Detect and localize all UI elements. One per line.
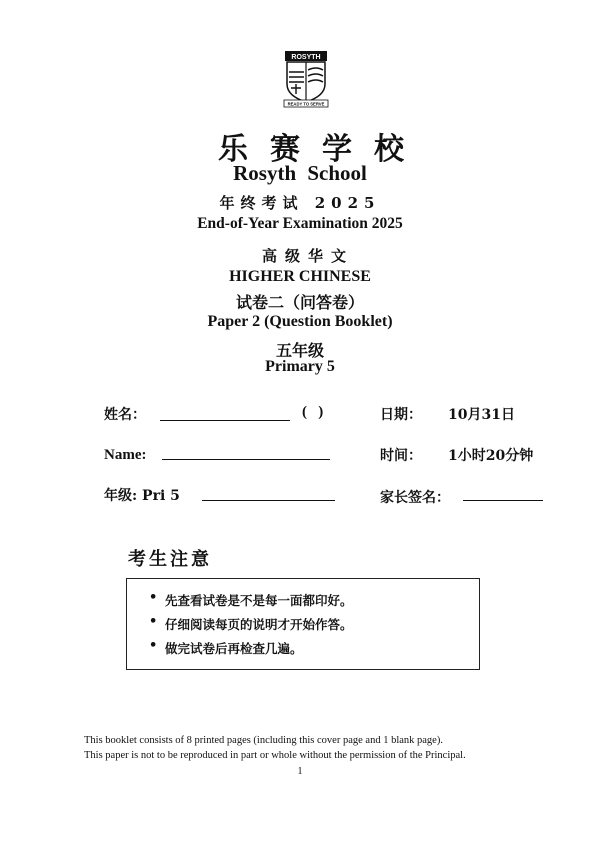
name-chinese-label: 姓名： — [104, 407, 146, 423]
class-number-brackets[interactable]: ( ) — [302, 404, 324, 420]
notice-item-3: • 做完试卷后再检查几遍。 — [149, 639, 479, 657]
level-chinese: 五年级 — [275, 341, 324, 360]
parent-signature-line[interactable] — [463, 500, 543, 501]
subject-chinese: 高级华文 — [261, 247, 354, 265]
name-english-label: Name: — [104, 447, 147, 463]
school-name-english: Rosyth School — [233, 161, 367, 185]
crest-top-text: ROSYTH — [291, 54, 321, 61]
paper-chinese: 试卷二（问答卷） — [235, 293, 364, 312]
name-chinese-line[interactable] — [160, 420, 290, 421]
footer-pages-note: This booklet consists of 8 printed pages (including this cover page and 1 blank page). — [84, 735, 443, 746]
time-value: 1小时20分钟 — [448, 448, 534, 464]
notice-box — [126, 578, 480, 670]
notice-list — [127, 579, 479, 657]
name-english-line[interactable] — [162, 459, 330, 460]
notice-item-1: • 先查看试卷是不是每一面都印好。 — [149, 591, 479, 609]
page-number: 1 — [297, 766, 303, 777]
crest-shield-icon — [281, 50, 331, 108]
school-name-chinese: 乐赛学校 — [218, 132, 426, 167]
class-line[interactable] — [202, 500, 335, 501]
subject-english: HIGHER CHINESE — [229, 268, 371, 285]
level-english: Primary 5 — [265, 358, 335, 375]
crest-motto: READY TO SERVE — [287, 101, 325, 107]
school-crest — [281, 50, 331, 108]
date-label: 日期： — [380, 407, 422, 423]
parent-signature-label: 家长签名： — [380, 490, 450, 506]
paper-english: Paper 2 (Question Booklet) — [207, 313, 393, 330]
time-label: 时间： — [380, 448, 422, 464]
class-label: 年级: Pri 5 — [104, 488, 180, 504]
exam-title-english: End-of-Year Examination 2025 — [197, 215, 403, 232]
notice-title: 考生注意 — [128, 549, 212, 570]
date-value: 10月31日 — [448, 407, 515, 423]
footer-copyright-note: This paper is not to be reproduced in part or whole without the permission of the Principal. — [84, 750, 466, 761]
notice-item-2: • 仔细阅读每页的说明才开始作答。 — [149, 615, 479, 633]
exam-title-chinese: 年终考试 2025 — [219, 194, 381, 212]
